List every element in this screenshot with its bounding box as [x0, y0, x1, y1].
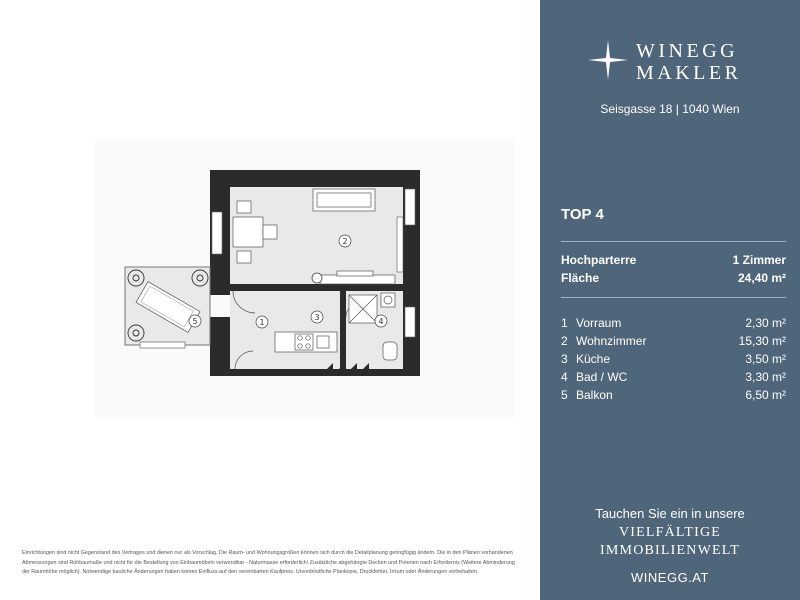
- room-name: Bad / WC: [576, 370, 628, 384]
- compass-star-icon: [588, 40, 628, 80]
- floor-plan: [95, 137, 515, 417]
- floor-label: Hochparterre: [561, 253, 637, 267]
- room-marker-3: 3: [314, 313, 320, 322]
- unit-title: TOP 4: [561, 206, 604, 223]
- room-area: 3,50 m²: [745, 352, 786, 366]
- room-name: Vorraum: [576, 316, 622, 330]
- wall-middle: [230, 284, 405, 291]
- window-right-bottom: [405, 307, 415, 337]
- room-number: 5: [561, 388, 568, 402]
- brand-logo[interactable]: [588, 38, 768, 84]
- sink-icon: [317, 336, 329, 348]
- wall-bottom: [210, 369, 420, 376]
- website-link[interactable]: WINEGG.AT: [631, 570, 709, 585]
- room-row: [561, 316, 786, 332]
- room-area: 6,50 m²: [745, 388, 786, 402]
- wall-left-lower: [210, 317, 230, 375]
- room-number: 4: [561, 370, 568, 384]
- room-marker-4: 4: [378, 317, 384, 326]
- room-marker-2: 2: [342, 237, 348, 246]
- divider: [561, 241, 786, 242]
- divider: [561, 297, 786, 298]
- area-value: 24,40 m²: [737, 271, 786, 285]
- room-row: [561, 388, 786, 404]
- room-area: 15,30 m²: [738, 334, 786, 348]
- room-name: Wohnzimmer: [576, 334, 647, 348]
- room-number: 2: [561, 334, 568, 348]
- window-right-top: [405, 189, 415, 225]
- balcony-railing: [140, 342, 185, 348]
- promo-slogan-line2: IMMOBILIENWELT: [600, 543, 740, 558]
- toilet-icon: [383, 342, 397, 360]
- room-name: Balkon: [576, 388, 613, 402]
- floor-kitchen-hall: [230, 291, 340, 369]
- room-number: 1: [561, 316, 568, 330]
- stove-icon: [295, 334, 313, 350]
- promo-tagline: Tauchen Sie ein in unsere: [595, 506, 745, 521]
- sofa: [313, 189, 375, 211]
- room-area: 2,30 m²: [745, 316, 786, 330]
- legal-disclaimer: Einrichtungen sind nicht Gegenstand des Vertrages und dienen nur als Vorschlag. Die Raum- und Wohnungsgrößen können sich durch die Detailplanung geringfügig ändern. Die in den Plänen vorhandenen Abmessungen sind Rohbaumaße und nicht für die Bestellung von Einbaumöbeln verwendbar - Naturmasse erforderlich! Zusätzliche abgehängte Decken und Poterien nach Erfordernis (Weitere Abminderung der Raumhöhe möglich). Notwendige bauliche Änderungen haben keinen Einfluss auf den vereinbarten Kaufpreis. Unverbindliche Plankopie, Druckfehler, Irrtum oder Änderungen vorbehalten.: [22, 550, 515, 575]
- wardrobe: [397, 217, 403, 272]
- area-label: Fläche: [561, 271, 600, 285]
- rooms-count: 1 Zimmer: [732, 253, 786, 267]
- room-row: [561, 370, 786, 386]
- room-row: [561, 334, 786, 350]
- brand-name-line2: MAKLER: [636, 62, 742, 84]
- property-address: Seisgasse 18 | 1040 Wien: [600, 102, 740, 116]
- room-row: [561, 352, 786, 368]
- wall-bath: [340, 291, 346, 369]
- wall-top: [210, 170, 420, 187]
- promo-slogan-line1: VIELFÄLTIGE: [618, 525, 722, 540]
- plant-icon: [312, 273, 322, 283]
- room-name: Küche: [576, 352, 611, 366]
- room-number: 3: [561, 352, 568, 366]
- window-left: [212, 212, 222, 254]
- room-area: 3,30 m²: [745, 370, 786, 384]
- room-marker-5: 5: [192, 317, 198, 326]
- kitchen: [275, 332, 337, 352]
- room-marker-1: 1: [259, 318, 265, 327]
- brand-name-line1: WINEGG: [636, 40, 739, 62]
